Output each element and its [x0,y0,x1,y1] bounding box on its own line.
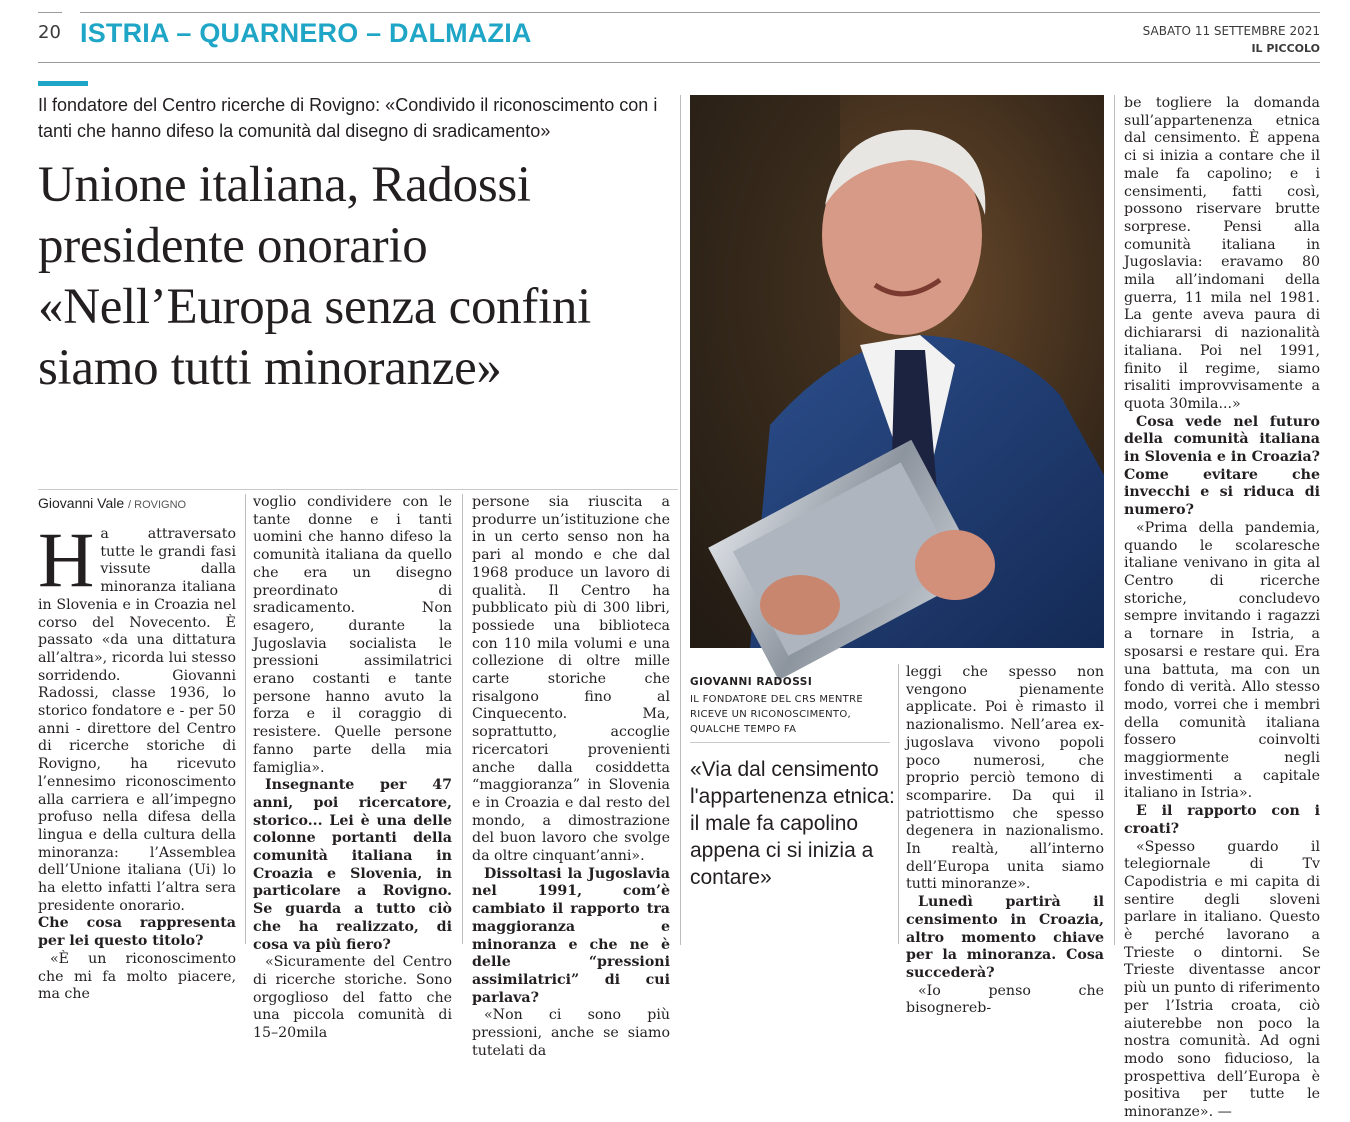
column-divider [462,494,463,944]
header-rule [80,12,1320,13]
paragraph: «Spesso guardo il telegiornale di Tv Capodistria e mi capita di sentire degli sloveni parlare in italiano. Questo è perché lavorano a Trieste o dintorni. Se Trieste diventasse ancor più un punto di riferimento per l’Istria croata, ciò aiuterebbe non poco la nostra comunità. Ad ogni modo sono fiducioso, la prospettiva dell’Europa è positiva per tutte le minoranze». — [1124,838,1320,1121]
pull-quote: «Via dal censimento l'appartenenza etnica: il male fa capolino appena ci si inizia a contare» [690,758,895,889]
issue-date: SABATO 11 SETTEMBRE 2021 [1142,24,1320,38]
byline [38,495,186,511]
paragraph: a attraversato tutte le grandi fasi vissute dalla minoranza italiana in Slovenia e in Croazia nel corso del Novecento. È passato «da una dittatura all’altra», ricorda lui stesso sorridendo. Giovanni Radossi, classe 1936, lo storico fondatore e - per 50 anni - direttore del Centro di ricerche storiche di Rovigno, ha ricevuto l’ennesimo riconoscimento alla carriera e all’impegno profuso nella difesa della lingua e della cultura della minoranza: l’Assemblea dell’Unione italiana (Ui) lo ha eletto infatti l’altra sera presidente onorario. [38,526,236,914]
caption-text: IL FONDATORE DEL CRS MENTRE RICEVE UN RICONOSCIMENTO, QUALCHE TEMPO FA [690,694,863,735]
paragraph: «È un riconoscimento che mi fa molto piacere, ma che [38,950,236,1003]
paragraph: leggi che spesso non vengono pienamente applicate. Poi è rimasto il nazionalismo. Nell’area ex-jugoslava vivono popoli poco numerosi, che proprio perciò temono di scomparire. Da qui il patriottismo che spesso degenera in nazionalismo. In realtà, all’interno dell’Europa unita siamo tutti minoranze». [906,664,1104,893]
article-kicker: Il fondatore del Centro ricerche di Rovigno: «Condivido il riconoscimento con i tanti che hanno difeso la comunità dal disegno di sradicamento» [38,95,658,141]
newspaper-name: IL PICCOLO [1251,42,1320,55]
article-column-4 [906,664,1104,1017]
byline-rule [38,489,678,490]
article-column-2 [253,494,452,1042]
interview-question: Che cosa rappresenta per lei questo titolo? [38,915,236,950]
article-column-3 [472,494,670,1059]
interview-question: Cosa vede nel futuro della comunità italiana in Slovenia e in Croazia? Come evitare che invecchi e si riduca di numero? [1124,413,1320,519]
column-divider [1114,95,1115,945]
author-name: Giovanni Vale [38,495,125,511]
header-bottom-rule [38,62,1320,63]
paragraph: persone sia riuscita a produrre un’istituzione che in un certo senso non ha pari al mondo e che dal 1968 produce un lavoro di qualità. Il Centro ha pubblicato più di 300 libri, possiede una biblioteca con 110 mila volumi e una collezione di oltre mille carte storiche che risalgono fino al Cinquecento. Ma, soprattutto, accoglie ricercatori provenienti anche dalla cosiddetta “maggioranza” in Slovenia e in Croazia e dal resto del mondo, a dimostrazione del buon lavoro che svolge da oltre cinquant’anni». [472,494,670,865]
caption-name: GIOVANNI RADOSSI [690,676,813,688]
portrait-illustration [690,95,1104,648]
paragraph: «Prima della pandemia, quando le scolaresche italiane venivano in gita al Centro di ricerche storiche, concludevo sempre invitando i ragazzi a tornare in Istria, a sposarsi e restare qui. Era una battuta, ma con un fondo di verità. Allo stesso modo, vorrei che i membri della comunità italiana fossero coinvolti maggiormente negli investimenti a capitale italiano in Istria». [1124,519,1320,802]
article-photo [690,95,1104,648]
paragraph: voglio condividere con le tante donne e i tanti uomini che hanno difeso la comunità italiana da quello che era un disegno preordinato di sradicamento. Non esagero, durante la Jugoslavia socialista le pressioni assimilatrici erano costanti e tante persone hanno avuto la forza e il coraggio di resistere. Quelle persone fanno parte della mia famiglia». [253,494,452,776]
article-column-1 [38,516,236,1003]
header-rule-short [38,12,62,13]
page-number: 20 [38,22,61,43]
interview-question: Lunedì partirà il censimento in Croazia, altro momento chiave per la minoranza. Cosa succederà? [906,894,1104,981]
paragraph: «Sicuramente del Centro di ricerche storiche. Sono orgoglioso del fatto che una piccola comunità di 15–20mila [253,954,452,1042]
paragraph: «Non ci sono più pressioni, anche se siamo tutelati da [472,1007,670,1059]
pullquote-rule [690,742,890,743]
interview-question: Insegnante per 47 anni, poi ricercatore, storico... Lei è una delle colonne portanti della comunità italiana in Croazia e Slovenia, in particolare a Rovigno. Se guarda a tutto ciò che ha realizzato, di cosa va più fiero? [253,777,452,953]
column-divider [898,664,899,944]
interview-question: Dissoltasi la Jugoslavia nel 1991, com’è cambiato il rapporto tra maggioranza e minoranza e che ne è delle “pressioni assimilatrici” di cui parlava? [472,865,670,1006]
column-divider [680,95,681,945]
accent-bar [38,81,88,86]
interview-question: E il rapporto con i croati? [1124,803,1320,837]
dateline-location: / ROVIGNO [128,499,187,511]
section-title: ISTRIA – QUARNERO – DALMAZIA [80,18,532,48]
column-divider [245,494,246,944]
paragraph: be togliere la domanda sull’appartenenza etnica dal censimento. È appena ci si inizia a contare che il male fa capolino; e i censimenti, fatti così, possono riservare brutte sorprese. Pensi alla comunità italiana in Jugoslavia: eravamo 80 mila all’indomani della guerra, 11 mila nel 1981. La gente aveva paura di dichiararsi di nazionalità italiana. Poi nel 1991, finito il regime, siamo risaliti improvvisamente a quota 30mila...» [1124,95,1320,412]
paragraph: «Io penso che bisognereb- [906,982,1104,1017]
article-column-5 [1124,95,1320,1121]
drop-cap: H [38,516,95,603]
article-headline: Unione italiana, Radossi presidente onorario «Nell’Europa senza confini siamo tutti minoranze» [38,157,591,396]
